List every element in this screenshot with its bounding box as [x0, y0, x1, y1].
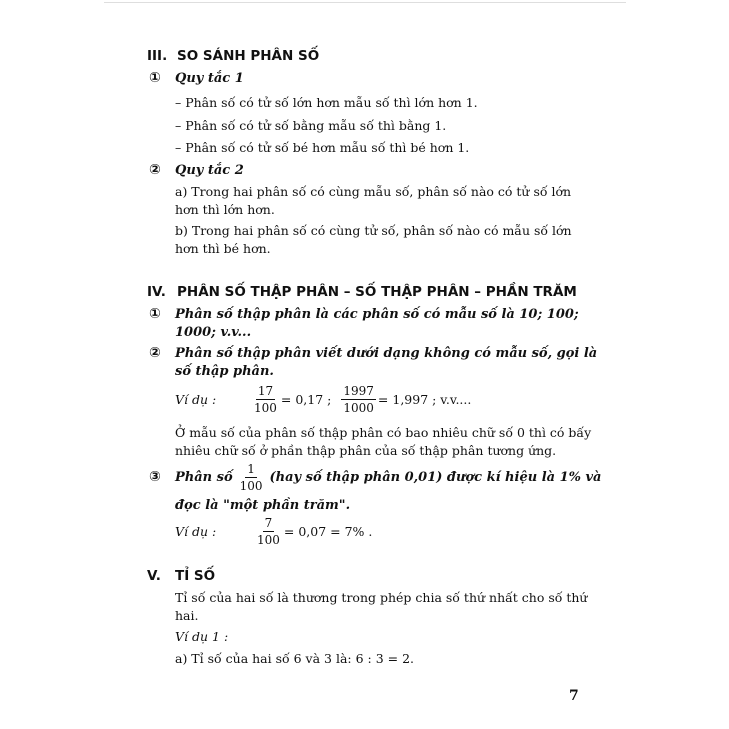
section-numeral: V.	[147, 568, 161, 584]
rule-1-line: – Phân số có tử số bé hơn mẫu số thì bé hơn 1.	[175, 140, 470, 155]
example-equation: = 1,997 ; v.v....	[377, 392, 472, 407]
item-1-line: 1000; v.v...	[175, 325, 252, 340]
fraction-numerator: 7	[264, 516, 273, 530]
ratio-definition-line: hai.	[175, 608, 199, 623]
section-title: TỈ SỐ	[175, 568, 216, 584]
example-label: Ví dụ 1 :	[175, 629, 229, 644]
example-line: a) Tỉ số của hai số 6 và 3 là: 6 : 3 = 2.	[175, 651, 415, 666]
rule-1-line: – Phân số có tử số bằng mẫu số thì bằng 1.	[175, 118, 447, 133]
note-line: Ở mẫu số của phân số thập phân có bao nhiêu chữ số 0 thì có bấy	[175, 425, 592, 440]
fraction-numerator: 1997	[343, 384, 374, 398]
example-percent	[175, 516, 372, 547]
rule-1-title: Quy tắc 1	[175, 71, 244, 86]
example-equation: = 0,17 ;	[280, 392, 332, 407]
item-2-line: Phân số thập phân viết dưới dạng không có mẫu số, gọi là	[175, 346, 598, 361]
fraction-denominator: 100	[254, 401, 277, 415]
rule-2-a-line: a) Trong hai phân số có cùng mẫu số, phân số nào có tử số lớn	[175, 184, 572, 199]
fraction-17-100	[252, 384, 279, 415]
circled-number-2: ②	[149, 162, 161, 178]
fraction-7-100	[255, 516, 282, 547]
circled-number-2: ②	[149, 345, 161, 361]
example-decimal	[175, 384, 471, 415]
section-title: SO SÁNH PHÂN SỐ	[177, 48, 320, 64]
example-label: Ví dụ :	[175, 392, 217, 407]
top-divider	[104, 2, 626, 3]
item-3-pre: Phân số	[175, 470, 233, 485]
note-line: nhiêu chữ số ở phần thập phân của số thập phân tương ứng.	[175, 443, 557, 458]
fraction-1-100	[238, 462, 265, 493]
section-numeral: IV.	[147, 284, 166, 300]
section-heading-iv	[147, 284, 577, 300]
circled-number-1: ①	[149, 306, 161, 322]
section-numeral: III.	[147, 48, 168, 64]
fraction-numerator: 1	[247, 462, 255, 476]
section-heading-iii	[147, 48, 319, 64]
item-1-line: Phân số thập phân là các phân số có mẫu số là 10; 100;	[175, 307, 579, 322]
circled-number-1: ①	[149, 70, 161, 86]
rule-2-title: Quy tắc 2	[175, 163, 244, 178]
rule-2-a-line: hơn thì lớn hơn.	[175, 202, 275, 217]
item-2-line: số thập phân.	[175, 364, 274, 379]
fraction-1997-1000	[341, 384, 376, 415]
circled-number-3: ③	[149, 469, 161, 485]
rule-2-b-line: hơn thì bé hơn.	[175, 241, 271, 256]
ratio-definition-line: Tỉ số của hai số là thương trong phép chia số thứ nhất cho số thứ	[175, 590, 588, 605]
section-title: PHÂN SỐ THẬP PHÂN – SỐ THẬP PHÂN – PHẦN TRĂM	[177, 284, 577, 300]
fraction-numerator: 17	[257, 384, 274, 398]
example-label: Ví dụ :	[175, 524, 217, 539]
section-heading-v	[147, 568, 215, 584]
example-equation: = 0,07 = 7% .	[283, 524, 373, 539]
fraction-denominator: 100	[257, 533, 280, 547]
rule-2-b-line: b) Trong hai phân số có cùng tử số, phân số nào có mẫu số lớn	[175, 223, 572, 238]
fraction-denominator: 100	[239, 479, 263, 493]
fraction-denominator: 1000	[343, 401, 374, 415]
page-number: 7	[569, 688, 579, 704]
item-3-line	[175, 462, 601, 493]
rule-1-line: – Phân số có tử số lớn hơn mẫu số thì lớn hơn 1.	[175, 95, 478, 110]
item-3-post: (hay số thập phân 0,01) được kí hiệu là 1% và	[269, 470, 602, 485]
item-3-line-2: đọc là "một phần trăm".	[175, 498, 351, 513]
